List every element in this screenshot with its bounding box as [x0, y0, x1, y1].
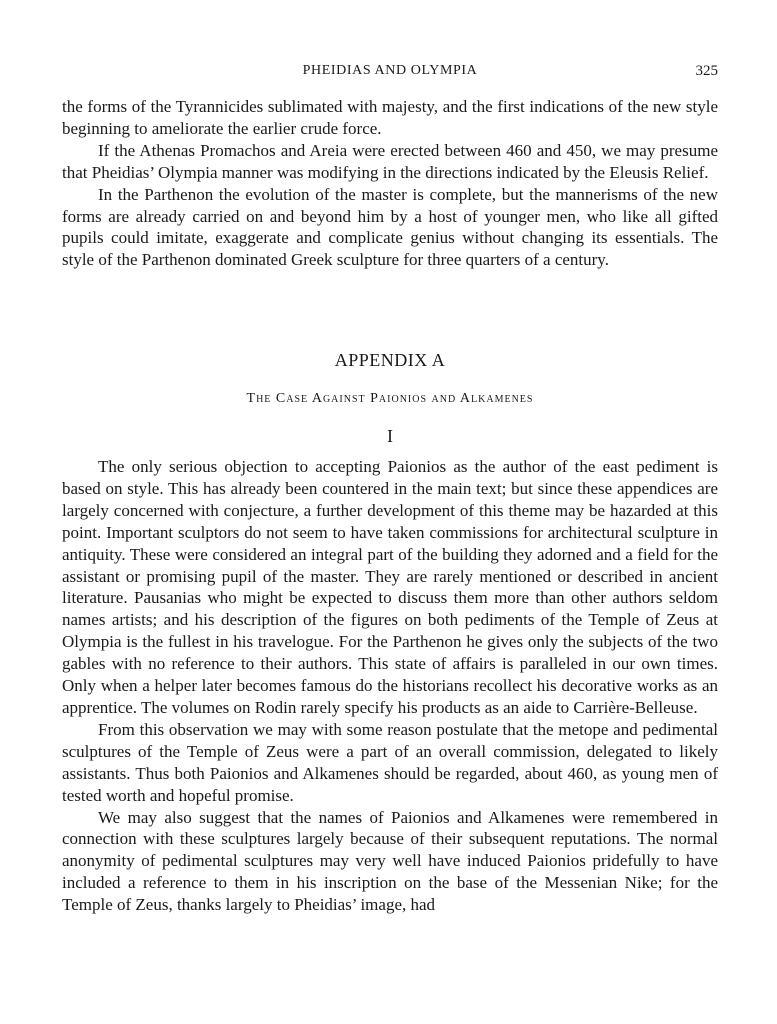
running-title: PHEIDIAS AND OLYMPIA — [302, 63, 478, 78]
paragraph: If the Athenas Promachos and Areia were erected between 460 and 450, we may presume that Pheidias’ Olympia manner was modifying in the directions indicated by the Eleusis Relief. — [62, 140, 718, 182]
page-number: 325 — [695, 63, 718, 79]
paragraph: We may also suggest that the names of Paionios and Alkamenes were remembered in connection with these sculptures largely because of their subsequent reputations. The normal anonymity of pedimental sculptures may very well have induced Paionios pridefully to have included a reference to them in his inscription on the base of the Messenian Nike; for the Temple of Zeus, thanks largely to Pheidias’ image, had — [62, 807, 718, 915]
body-text-appendix — [62, 456, 718, 916]
running-head — [62, 63, 718, 85]
paragraph: The only serious objection to accepting Paionios as the author of the east pediment is based on style. This has already been countered in the main text; but since these appendices are largely concerned with conjecture, a further development of this theme may be hazarded at this point. Important sculptors do not seem to have taken commissions for architectural sculpture in antiquity. These were considered an integral part of the building they adorned and a field for the assistant or promising pupil of the master. They are rarely mentioned or described in ancient literature. Pausanias who might be expected to discuss them more than other authors seldom names artists; and his description of the figures on both pediments of the Temple of Zeus at Olympia is the fullest in his travelogue. For the Parthenon he gives only the subjects of the two gables with no reference to their authors. This state of affairs is paralleled in our own times. Only when a helper later becomes famous do the historians recollect his decorative works as an apprentice. The volumes on Rodin rarely specify his products as an aide to Carrière-Belleuse. — [62, 457, 718, 717]
paragraph: From this observation we may with some reason postulate that the metope and pedimental sculptures of the Temple of Zeus were a part of an overall commission, delegated to likely assistants. Thus both Paionios and Alkamenes should be regarded, about 460, as young men of tested worth and hopeful promise. — [62, 719, 718, 805]
paragraph: In the Parthenon the evolution of the master is complete, but the mannerisms of the new forms are already carried on and beyond him by a host of younger men, who like all gifted pupils could imitate, exaggerate and complicate genius without changing its essentials. The style of the Parthenon dominated Greek sculpture for three quarters of a century. — [62, 184, 718, 270]
appendix-subtitle: The Case Against Paionios and Alkamenes — [246, 391, 534, 406]
appendix-title: APPENDIX A — [334, 350, 446, 370]
body-text-top — [62, 96, 718, 271]
paragraph: the forms of the Tyrannicides sublimated with majesty, and the first indications of the new style beginning to ameliorate the earlier crude force. — [62, 97, 718, 138]
section-numeral: I — [387, 426, 393, 446]
